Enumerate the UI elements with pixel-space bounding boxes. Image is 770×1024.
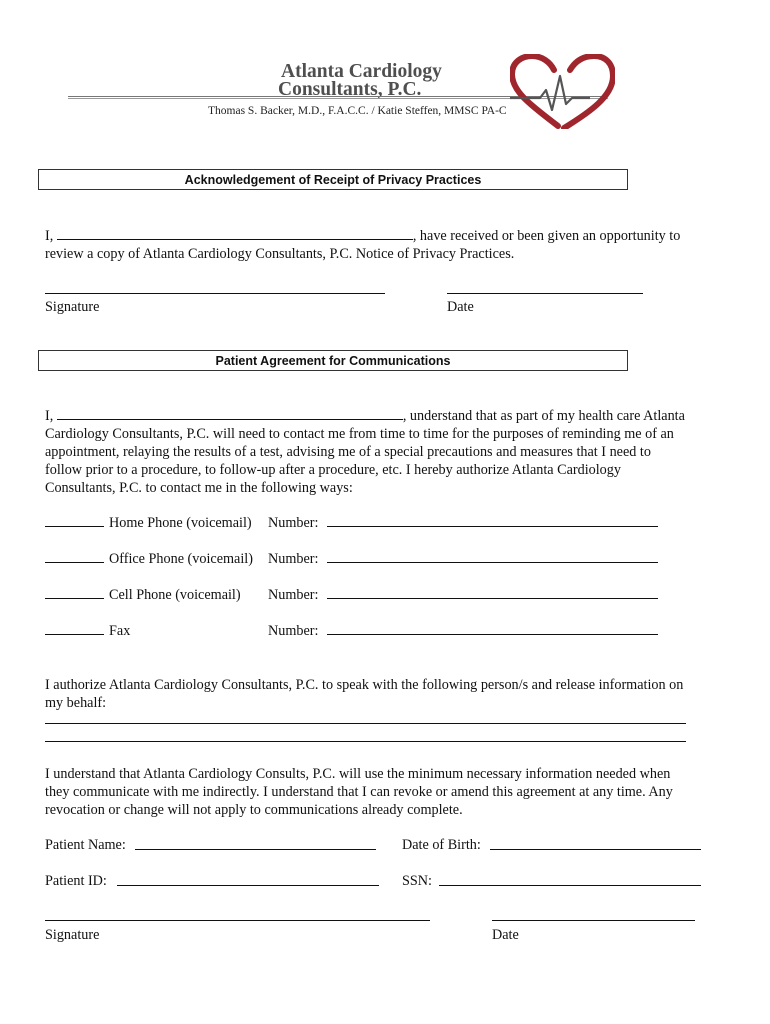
home-number-field[interactable] [327,514,658,527]
dob-label: Date of Birth: [402,837,481,853]
patient-name-label: Patient Name: [45,837,126,853]
section-title-communications: Patient Agreement for Communications [38,350,628,371]
comm-date-label: Date [492,927,519,943]
fax-number-label: Number: [268,623,319,639]
contact-row-cell [45,586,665,604]
home-number-label: Number: [268,515,319,531]
home-phone-checkbox-line[interactable] [45,514,104,527]
ssn-field[interactable] [439,885,701,886]
privacy-intro-line-2: review a copy of Atlanta Cardiology Consultants, P.C. Notice of Privacy Practices. [45,246,515,262]
comm-intro-line-5: Consultants, P.C. to contact me in the following ways: [45,480,353,496]
heart-logo-icon [510,54,615,129]
authorized-persons-field-2[interactable] [45,741,686,742]
privacy-signature-label: Signature [45,299,100,315]
understand-line-2: they communicate with me indirectly. I understand that I can revoke or amend this agreement at any time. Any [45,784,673,800]
comm-signature-label: Signature [45,927,100,943]
authorized-persons-field-1[interactable] [45,723,686,724]
office-number-field[interactable] [327,550,658,563]
cell-phone-label: Cell Phone (voicemail) [109,587,241,603]
privacy-intro-line-1: I, , have received or been given an opportunity to [45,228,681,244]
logo-line-2: Consultants, P.C. [278,79,422,100]
office-phone-label: Office Phone (voicemail) [109,551,253,567]
office-phone-checkbox-line[interactable] [45,550,104,563]
cell-number-label: Number: [268,587,319,603]
fax-label: Fax [109,623,131,639]
dob-field[interactable] [490,849,701,850]
comm-intro-line-1: I, , understand that as part of my health care Atlanta [45,408,685,424]
letterhead [60,50,620,135]
patient-name-field[interactable] [135,849,376,850]
understand-line-3: revocation or change will not apply to communications already complete. [45,802,463,818]
fax-checkbox-line[interactable] [45,622,104,635]
authorize-line-1: I authorize Atlanta Cardiology Consultants, P.C. to speak with the following person/s and release information on [45,677,684,693]
cell-phone-checkbox-line[interactable] [45,586,104,599]
authorize-line-2: my behalf: [45,695,107,711]
comm-name-field[interactable] [57,407,403,420]
comm-intro-line-4: follow prior to a procedure, to follow-up after a procedure, etc. I hereby authorize Atlanta Cardiology [45,462,621,478]
home-phone-label: Home Phone (voicemail) [109,515,252,531]
privacy-name-field[interactable] [57,227,413,240]
privacy-signature-field[interactable] [45,293,385,294]
doctors-line: Thomas S. Backer, M.D., F.A.C.C. / Katie Steffen, MMSC PA-C [208,105,507,117]
patient-id-label: Patient ID: [45,873,107,889]
comm-intro-line-3: appointment, relaying the results of a test, advising me of a special precautions and measures that I need to [45,444,651,460]
understand-line-1: I understand that Atlanta Cardiology Consults, P.C. will use the minimum necessary information needed when [45,766,671,782]
section-title-privacy: Acknowledgement of Receipt of Privacy Practices [38,169,628,190]
logo-line-1: Atlanta Cardiology [281,61,442,82]
comm-date-field[interactable] [492,920,695,921]
privacy-date-field[interactable] [447,293,643,294]
comm-intro-line-2: Cardiology Consultants, P.C. will need to contact me from time to time for the purposes of reminding me of an [45,426,674,442]
fax-number-field[interactable] [327,622,658,635]
contact-row-fax [45,622,665,640]
contact-row-home [45,514,665,532]
ssn-label: SSN: [402,873,432,889]
comm-signature-field[interactable] [45,920,430,921]
patient-id-field[interactable] [117,885,379,886]
cell-number-field[interactable] [327,586,658,599]
office-number-label: Number: [268,551,319,567]
privacy-date-label: Date [447,299,474,315]
contact-row-office [45,550,665,568]
